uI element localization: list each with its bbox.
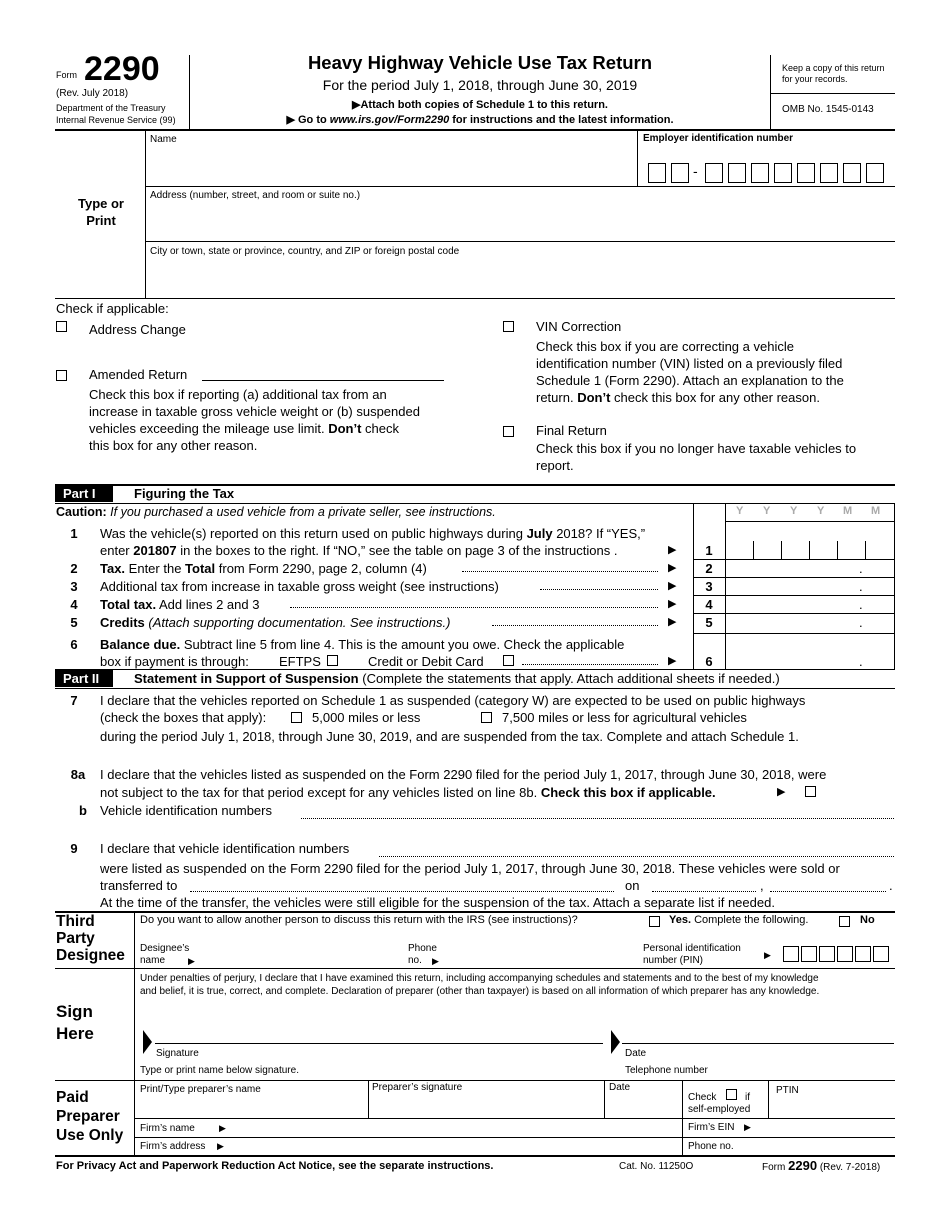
vin-desc-2: identification number (VIN) listed on a previously filed <box>536 356 843 371</box>
address-change-checkbox[interactable] <box>56 321 67 332</box>
preparer-top-rule <box>55 1080 895 1081</box>
arrow-right-icon: ▶ <box>219 1123 226 1133</box>
arrow-right-icon: ▶ <box>188 956 195 966</box>
attach-note <box>190 99 770 112</box>
designee-top-rule <box>55 911 895 913</box>
line-9-text-c: transferred to <box>100 878 178 893</box>
firm-address-label: Firm’s address <box>140 1141 206 1152</box>
5000-miles-checkbox[interactable] <box>291 712 302 723</box>
designee-phone-input[interactable] <box>450 950 639 968</box>
address-change-label: Address Change <box>89 322 186 337</box>
preparer-bottom-rule <box>55 1155 895 1157</box>
sign-date-label: Date <box>625 1048 647 1059</box>
line-4-amount[interactable] <box>728 597 862 614</box>
amended-desc-3-text: vehicles exceeding the mileage use limit. <box>89 421 325 436</box>
irs-link[interactable]: www.irs.gov/Form2290 <box>329 114 450 126</box>
line-8a-text-b <box>100 784 716 801</box>
line-6-leader <box>522 664 658 665</box>
7500-miles-checkbox[interactable] <box>481 712 492 723</box>
arrow-right-icon: ▶ <box>668 655 677 667</box>
sign-here-heading: Sign Here <box>56 1002 94 1043</box>
date-box-tick <box>837 541 838 559</box>
line-7-text-c: during the period July 1, 2018, through June 30, 2019, and are suspended from the tax. Complete and attach Schedule 1. <box>100 729 799 744</box>
amended-desc-3 <box>89 420 399 437</box>
firm-name-input[interactable] <box>235 1120 679 1137</box>
designee-phone-label-1: Phone <box>408 943 437 954</box>
date-header-rule <box>725 521 895 522</box>
line6-bold: Balance due. <box>100 637 181 652</box>
line-3-text: Additional tax from increase in taxable gross weight (see instructions) <box>100 579 499 594</box>
line-9-number: 9 <box>70 841 78 856</box>
line2-bold2: Total <box>185 561 216 576</box>
pin-digit-box[interactable] <box>801 946 817 962</box>
footer-form-number: 2290 <box>788 1158 818 1173</box>
arrow-right-icon: ▶ <box>668 616 677 628</box>
arrow-right-icon: ▶ <box>668 562 677 574</box>
preparer-col-divider-2 <box>604 1080 605 1118</box>
preparer-row-rule-1 <box>134 1118 895 1119</box>
identity-bottom-rule <box>55 298 895 299</box>
part1-title: Figuring the Tax <box>134 486 235 501</box>
eftps-label: EFTPS <box>279 654 321 669</box>
ein-digit-box[interactable] <box>843 163 861 183</box>
sign-top-rule <box>55 968 895 969</box>
final-desc-2: report. <box>536 458 574 473</box>
line-9-text-b: were listed as suspended on the Form 2290 filed for the period July 1, 2017, through June 30, 2018. These vehicles were sold or <box>100 861 840 876</box>
final-desc-1: Check this box if you no longer have taxable vehicles to <box>536 441 857 456</box>
ein-digit-box[interactable] <box>774 163 792 183</box>
line-5-text <box>100 614 450 631</box>
line1-c: 2018? If “YES,” <box>552 526 646 541</box>
self-employed-check-label: Check <box>688 1092 717 1103</box>
line2-bold: Tax. <box>100 561 126 576</box>
part2-title <box>134 670 780 687</box>
line-6-text-b: box if payment is through: <box>100 654 249 669</box>
caution-label: Caution: <box>56 505 107 519</box>
ein-digit-box[interactable] <box>820 163 838 183</box>
line-8b-text: Vehicle identification numbers <box>100 803 272 818</box>
amended-return-label: Amended Return <box>89 367 188 382</box>
line-9-transferee-line[interactable] <box>190 891 614 892</box>
line-9-date-line[interactable] <box>652 891 756 892</box>
vin-desc-4b: check this box for any other reason. <box>610 390 820 405</box>
footer-form-label: Form <box>762 1162 786 1173</box>
arrow-right-icon: ▶ <box>668 598 677 610</box>
amended-desc-4: check <box>361 421 399 436</box>
preparer-heading: Paid Preparer Use Only <box>56 1089 124 1144</box>
vin-desc-4a: return. <box>536 390 578 405</box>
vin-desc-3: Schedule 1 (Form 2290). Attach an explanation to the <box>536 373 844 388</box>
address-input[interactable] <box>150 208 884 238</box>
date-box-tick <box>865 541 866 559</box>
line-9-on: on <box>625 878 640 893</box>
caution-text: If you purchased a used vehicle from a private seller, see instructions. <box>106 505 496 519</box>
part2-title-bold: Statement in Support of Suspension <box>134 671 359 686</box>
signature-pointer-icon <box>143 1030 153 1054</box>
line-6-number: 6 <box>70 637 78 652</box>
ein-digit-box[interactable] <box>671 163 689 183</box>
line-2-leader <box>462 571 658 572</box>
line1-d: enter <box>100 543 134 558</box>
date-box-tick <box>781 541 782 559</box>
final-return-label: Final Return <box>536 423 607 438</box>
5000-miles-label: 5,000 miles or less <box>312 710 421 725</box>
line-9-text-d: At the time of the transfer, the vehicles were still eligible for the suspension of the tax. Attach a separate list if needed. <box>100 895 775 910</box>
vin-correction-checkbox[interactable] <box>503 321 514 332</box>
ein-digit-box[interactable] <box>797 163 815 183</box>
ein-digit-box[interactable] <box>751 163 769 183</box>
keep-copy-note: Keep a copy of this return for your records. <box>782 63 885 84</box>
perjury-statement-2: and belief, it is true, correct, and complete. Declaration of preparer (other than taxpayer) is based on all information of which preparer has any knowledge. <box>140 986 820 997</box>
line-2-col: 2 <box>705 561 713 576</box>
line5-italic: (Attach supporting documentation. See instructions.) <box>144 615 451 630</box>
preparer-left-rule <box>134 1080 135 1156</box>
form-title: Heavy Highway Vehicle Use Tax Return <box>307 52 653 73</box>
date-header-y: Y <box>790 505 798 517</box>
firm-phone-label: Phone no. <box>688 1141 734 1152</box>
self-employed-checkbox[interactable] <box>726 1089 737 1100</box>
part1-label: Part I <box>55 485 113 502</box>
designee-name-input[interactable] <box>205 950 399 968</box>
line1-a: Was the vehicle(s) reported on this return used on public highways during <box>100 526 527 541</box>
department: Department of the Treasury <box>56 103 166 113</box>
designee-no-checkbox[interactable] <box>839 916 850 927</box>
self-employed-if: if <box>745 1092 750 1103</box>
footer-form-id <box>762 1160 880 1174</box>
perjury-statement-1: Under penalties of perjury, I declare that I have examined this return, including accompanying schedules and statements and to the best of my knowledge <box>140 973 819 984</box>
firm-name-label: Firm’s name <box>140 1123 195 1134</box>
line-9-year-line[interactable] <box>770 891 886 892</box>
arrow-right-icon: ▶ <box>764 950 771 960</box>
line-3-number: 3 <box>70 579 78 594</box>
line-1-number: 1 <box>70 526 78 541</box>
line-4-decimal: . <box>859 597 863 612</box>
final-return-checkbox[interactable] <box>503 426 514 437</box>
tax-period: For the period July 1, 2018, through June 30, 2019 <box>322 77 638 93</box>
signature-line[interactable] <box>155 1043 603 1044</box>
line-8b-number: b <box>79 803 87 818</box>
amended-desc-2: increase in taxable gross vehicle weight or (b) suspended <box>89 404 420 419</box>
ein-label: Employer identification number <box>643 133 794 144</box>
preparer-name-label: Print/Type preparer’s name <box>140 1084 261 1095</box>
line8a-bold: Check this box if applicable. <box>540 785 716 800</box>
arrow-right-icon: ▶ <box>668 544 677 556</box>
date-box-tick <box>753 541 754 559</box>
vin-correction-label: VIN Correction <box>536 319 622 334</box>
date-box-tick <box>809 541 810 559</box>
line2-text-b: from Form 2290, page 2, column (4) <box>215 561 427 576</box>
arrow-right-icon: ▶ <box>432 956 439 966</box>
signature-label: Signature <box>156 1048 199 1059</box>
ein-dash: - <box>693 163 698 179</box>
line-2-number: 2 <box>70 561 78 576</box>
address-label: Address (number, street, and room or suite no.) <box>150 190 361 201</box>
line-5-rule <box>693 633 895 634</box>
line1-e: 201807 <box>133 543 177 558</box>
preparer-date-label: Date <box>609 1082 631 1093</box>
part1-numcol-right <box>725 503 726 669</box>
ein-digit-box[interactable] <box>866 163 884 183</box>
designee-yes-label <box>669 914 808 927</box>
goto-note <box>190 114 770 127</box>
line-9-comma: , <box>760 878 764 893</box>
ein-digit-box[interactable] <box>705 163 723 183</box>
firm-ein-label: Firm’s EIN <box>688 1122 735 1133</box>
line-6-text-a <box>100 636 624 653</box>
eftps-checkbox[interactable] <box>327 655 338 666</box>
vin-desc-4 <box>536 389 820 406</box>
line-9-text-a: I declare that vehicle identification numbers <box>100 841 350 856</box>
part1-title-rule <box>55 503 895 504</box>
goto-prefix: Go to <box>298 114 330 126</box>
line-8a-text-a: I declare that the vehicles listed as suspended on the Form 2290 filed for the period July 1, 2017, through June 30, 2018, were <box>100 767 827 782</box>
ein-digit-box[interactable] <box>728 163 746 183</box>
name-bottom-rule <box>145 186 895 187</box>
line-5-decimal: . <box>859 615 863 630</box>
caution-note <box>56 505 496 520</box>
form-revision: (Rev. July 2018) <box>56 88 129 99</box>
ein-digit-box[interactable] <box>648 163 666 183</box>
line5-bold: Credits <box>100 615 145 630</box>
footer-rev: (Rev. 7-2018) <box>819 1162 881 1173</box>
credit-debit-checkbox[interactable] <box>503 655 514 666</box>
address-bottom-rule <box>145 241 895 242</box>
line-6-amount[interactable] <box>728 652 862 669</box>
arrow-right-icon: ▶ <box>744 1122 751 1132</box>
line-9-period: . <box>889 878 893 893</box>
pin-digit-box[interactable] <box>873 946 889 962</box>
sign-left-rule <box>134 968 135 1080</box>
line4-text: Add lines 2 and 3 <box>156 597 260 612</box>
date-header-y: Y <box>817 505 825 517</box>
line-4-leader <box>290 607 658 608</box>
line4-bold: Total tax. <box>100 597 157 612</box>
preparer-col-divider-1 <box>368 1080 369 1118</box>
arrow-right-icon: ▶ <box>286 114 298 126</box>
line-2-text <box>100 560 427 577</box>
applicable-heading: Check if applicable: <box>56 301 169 316</box>
arrow-right-icon: ▶ <box>352 99 361 111</box>
ein-divider <box>637 130 638 186</box>
line-5-col: 5 <box>705 615 713 630</box>
preparer-signature-label: Preparer’s signature <box>372 1082 463 1093</box>
line-4-col: 4 <box>705 597 713 612</box>
amended-return-line[interactable] <box>202 380 444 381</box>
vin-desc-1: Check this box if you are correcting a vehicle <box>536 339 794 354</box>
identity-left-rule <box>145 130 146 298</box>
line8a-b: not subject to the tax for that period except for any vehicles listed on line 8b. <box>100 785 541 800</box>
form-label: Form <box>56 70 77 80</box>
pin-digit-box[interactable] <box>819 946 835 962</box>
part2-subtitle: (Complete the statements that apply. Attach additional sheets if needed.) <box>358 671 780 686</box>
line-1-col: 1 <box>705 543 713 558</box>
line2-text-a: Enter the <box>125 561 186 576</box>
arrow-right-icon: ▶ <box>668 580 677 592</box>
line-7-text-a: I declare that the vehicles reported on Schedule 1 as suspended (category W) are expected to be used on public highways <box>100 693 806 708</box>
designee-name-label-2: name <box>140 955 166 966</box>
designee-name-label-1: Designee’s <box>140 943 190 954</box>
city-label: City or town, state or province, country, and ZIP or foreign postal code <box>150 246 460 257</box>
name-input[interactable] <box>150 152 634 182</box>
designee-no-label: No <box>860 914 875 926</box>
line-4-text <box>100 596 259 613</box>
line-4-number: 4 <box>70 597 78 612</box>
amended-desc-5: this box for any other reason. <box>89 438 258 453</box>
line-3-leader <box>540 589 658 590</box>
amended-dont: Don’t <box>328 421 362 436</box>
header-bottom-rule <box>55 129 895 131</box>
designee-pin-label-1: Personal identification <box>643 943 741 954</box>
omb-number: OMB No. 1545-0143 <box>782 104 874 115</box>
print-name-label: Type or print name below signature. <box>140 1065 299 1076</box>
line6-text: Subtract line 5 from line 4. This is the amount you owe. Check the applicable <box>180 637 625 652</box>
line-8a-checkbox[interactable] <box>805 786 816 797</box>
line-8b-input-line[interactable] <box>301 818 894 819</box>
designee-heading: Third Party Designee <box>56 913 125 964</box>
7500-miles-label: 7,500 miles or less for agricultural vehicles <box>502 710 747 725</box>
firm-address-input[interactable] <box>235 1139 679 1156</box>
sign-date-line[interactable] <box>622 1043 894 1044</box>
line-1-text-b <box>100 542 617 559</box>
type-or-print-label: Type or Print <box>78 196 124 228</box>
privacy-notice: For Privacy Act and Paperwork Reduction Act Notice, see the separate instructions. <box>56 1160 494 1172</box>
line-9-vin-input-line[interactable] <box>379 856 894 857</box>
date-header-y: Y <box>736 505 744 517</box>
line-2-decimal: . <box>859 561 863 576</box>
goto-suffix: for instructions and the latest information. <box>449 114 674 126</box>
line1-f: in the boxes to the right. If “NO,” see the table on page 3 of the instructions . <box>176 543 618 558</box>
designee-pin-label-2: number (PIN) <box>643 955 704 966</box>
designee-yes-checkbox[interactable] <box>649 916 660 927</box>
date-header-m: M <box>871 505 881 517</box>
line-3-amount[interactable] <box>728 579 862 596</box>
line-6-col: 6 <box>705 654 713 669</box>
line-5-leader <box>492 625 658 626</box>
pin-digit-box[interactable] <box>855 946 871 962</box>
city-input[interactable] <box>150 264 884 294</box>
preparer-row-rule-2 <box>134 1137 895 1138</box>
line-1-text-a <box>100 525 645 542</box>
designee-question: Do you want to allow another person to discuss this return with the IRS (see instructions)? <box>140 914 578 926</box>
vin-dont: Don’t <box>577 390 611 405</box>
line-6-decimal: . <box>859 654 863 669</box>
line-7-text-b: (check the boxes that apply): <box>100 710 267 725</box>
date-header-m: M <box>843 505 853 517</box>
amended-return-checkbox[interactable] <box>56 370 67 381</box>
name-label: Name <box>150 134 177 145</box>
attach-text: Attach both copies of Schedule 1 to this return. <box>360 99 608 111</box>
line1-b: July <box>526 526 553 541</box>
designee-yes: Yes. <box>669 914 692 926</box>
line-5-number: 5 <box>70 615 78 630</box>
self-employed-label: self-employed <box>688 1104 751 1115</box>
telephone-label: Telephone number <box>625 1065 708 1076</box>
line-5-amount[interactable] <box>728 615 862 632</box>
arrow-right-icon: ▶ <box>777 786 786 798</box>
part1-grid-right <box>894 503 895 669</box>
line-8a-number: 8a <box>70 767 86 782</box>
designee-phone-label-2: no. <box>408 955 422 966</box>
line-7-number: 7 <box>70 693 78 708</box>
preparer-col-divider-4 <box>768 1080 769 1118</box>
pin-digit-box[interactable] <box>837 946 853 962</box>
header-divider-right <box>770 55 771 129</box>
designee-left-rule <box>134 912 135 968</box>
ptin-label: PTIN <box>776 1085 799 1096</box>
catalog-number: Cat. No. 11250O <box>619 1161 694 1172</box>
date-header-y: Y <box>763 505 771 517</box>
amended-desc-1: Check this box if reporting (a) additional tax from an <box>89 387 387 402</box>
line-3-col: 3 <box>705 579 713 594</box>
line-2-amount[interactable] <box>728 561 862 578</box>
part2-label: Part II <box>55 670 113 687</box>
designee-yes-text: Complete the following. <box>691 914 809 926</box>
omb-divider <box>770 93 895 94</box>
part2-title-rule <box>55 688 895 689</box>
line-3-decimal: . <box>859 579 863 594</box>
credit-debit-label: Credit or Debit Card <box>368 654 484 669</box>
pin-digit-box[interactable] <box>783 946 799 962</box>
irs-label: Internal Revenue Service (99) <box>56 115 176 125</box>
form-number: 2290 <box>84 50 160 88</box>
arrow-right-icon: ▶ <box>217 1141 224 1151</box>
date-pointer-icon <box>611 1030 621 1054</box>
